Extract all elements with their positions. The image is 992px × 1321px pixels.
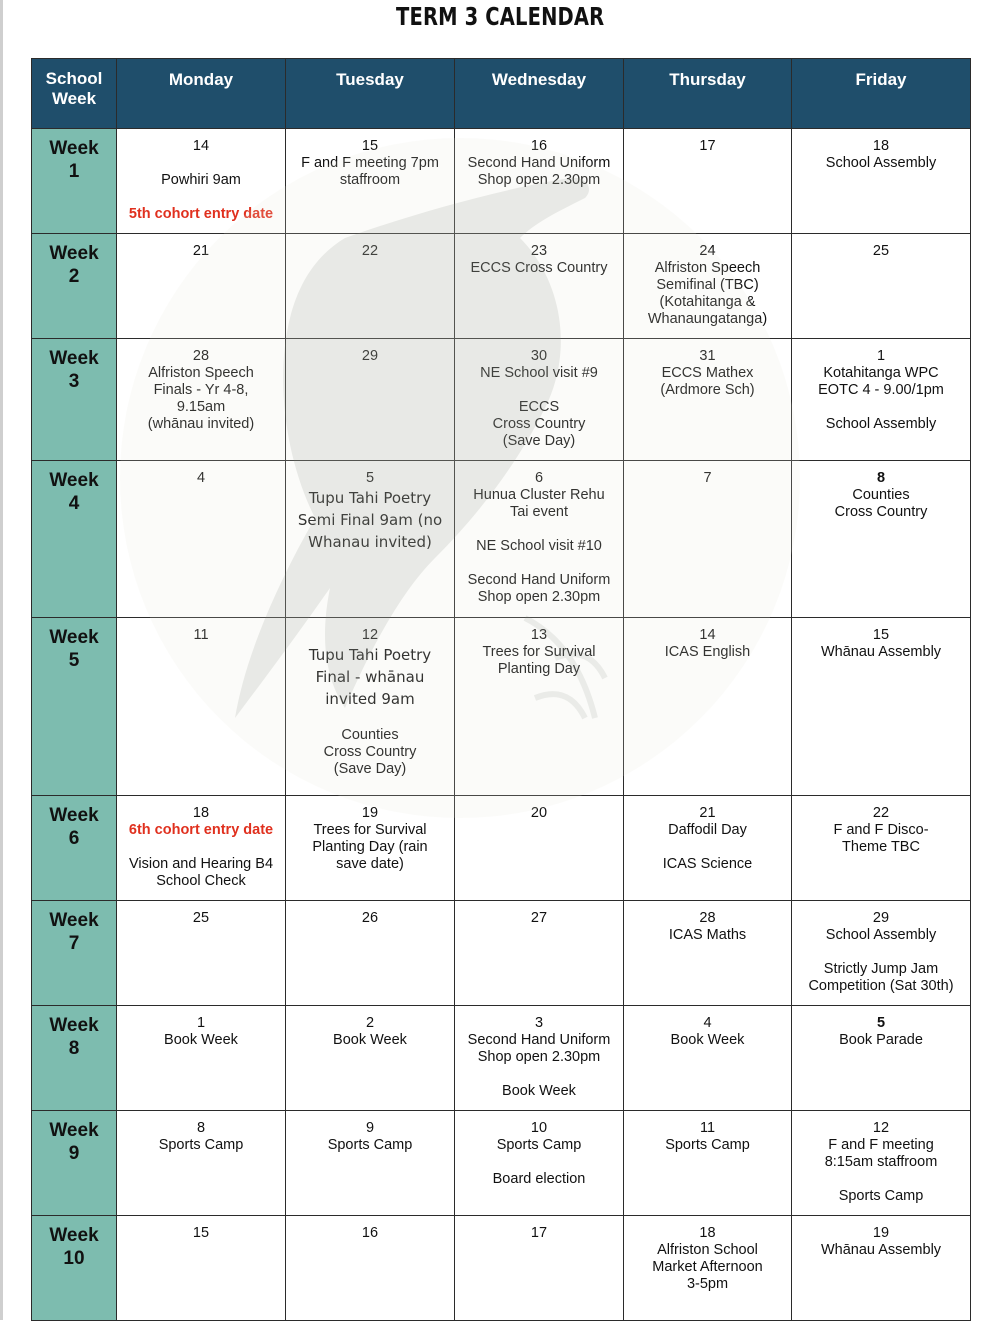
event-text: Book Parade: [839, 1032, 923, 1048]
week-label: [32, 901, 117, 1006]
week-label: [32, 339, 117, 461]
event-text: 9.15am: [176, 399, 226, 415]
day-cell-friday: [792, 1111, 971, 1216]
header-school-week: [32, 59, 117, 129]
week-word: Week: [49, 470, 99, 491]
day-cell-thursday: [624, 129, 792, 234]
week-number: 1: [68, 161, 80, 182]
day-cell-monday: [117, 796, 286, 901]
event-text: Trees for Survival: [313, 822, 427, 838]
event-text: ECCS: [518, 399, 560, 415]
date-number: 25: [192, 910, 210, 926]
event-text: Sports Camp: [158, 1137, 244, 1153]
date-number: 21: [192, 243, 210, 259]
week-label: [32, 618, 117, 796]
header-thursday: Thursday: [624, 59, 792, 129]
event-text: Second Hand Uniform: [467, 1032, 611, 1048]
date-number: 5: [365, 470, 375, 486]
event-text: Alfriston Speech: [148, 365, 254, 381]
date-number: 5: [876, 1015, 886, 1031]
day-cell-friday: [792, 461, 971, 618]
spacer: [459, 382, 619, 399]
date-number: 15: [361, 138, 379, 154]
week-word: Week: [49, 243, 99, 264]
day-cell-wednesday: [455, 339, 624, 461]
week-number: 8: [68, 1038, 80, 1059]
day-cell-wednesday: [455, 461, 624, 618]
day-cell-tuesday: [286, 901, 455, 1006]
date-number: 14: [192, 138, 210, 154]
event-text: Second Hand Uniform: [467, 155, 611, 171]
event-text: Book Week: [164, 1032, 238, 1048]
event-text: (Kotahitanga &: [659, 294, 756, 310]
event-text: Powhiri 9am: [161, 172, 241, 188]
day-cell-wednesday: [455, 796, 624, 901]
day-cell-tuesday: [286, 1216, 455, 1321]
week-row: [32, 1111, 971, 1216]
day-cell-thursday: [624, 796, 792, 901]
day-cell-tuesday: [286, 234, 455, 339]
event-text: Alfriston School: [657, 1242, 758, 1258]
event-text: NE School visit #10: [476, 538, 602, 554]
week-row: [32, 1216, 971, 1321]
event-text: School Assembly: [825, 155, 937, 171]
week-word: Week: [49, 910, 99, 931]
date-number: 2: [365, 1015, 375, 1031]
spacer: [796, 944, 966, 961]
week-word: Week: [49, 348, 99, 369]
event-text: Theme TBC: [842, 839, 920, 855]
day-cell-friday: [792, 796, 971, 901]
date-number: 14: [699, 627, 716, 643]
week-row: [32, 618, 971, 796]
date-number: 8: [876, 470, 886, 486]
week-label: [32, 1006, 117, 1111]
day-cell-wednesday: [455, 618, 624, 796]
date-number: 29: [872, 910, 890, 926]
event-text: staffroom: [339, 172, 401, 188]
event-text: Book Week: [670, 1032, 745, 1048]
day-cell-tuesday: [286, 461, 455, 618]
date-number: 11: [699, 1120, 716, 1136]
date-number: 1: [196, 1015, 206, 1031]
date-number: 11: [193, 627, 209, 643]
week-word: Week: [49, 1225, 99, 1246]
day-cell-thursday: [624, 339, 792, 461]
event-text: Sports Camp: [496, 1137, 582, 1153]
spacer: [459, 1154, 619, 1171]
event-text: Counties: [341, 727, 399, 743]
spacer: [796, 399, 966, 416]
event-text: Cross Country: [492, 416, 586, 432]
date-number: 26: [361, 910, 379, 926]
date-number: 25: [872, 243, 890, 259]
date-number: 15: [872, 627, 890, 643]
day-cell-friday: [792, 901, 971, 1006]
week-number: 3: [68, 371, 80, 392]
header-wednesday: Wednesday: [455, 59, 624, 129]
week-label: [32, 461, 117, 618]
header-friday: Friday: [792, 59, 971, 129]
event-text: Second Hand Uniform: [467, 572, 611, 588]
week-number: 9: [68, 1143, 80, 1164]
week-row: [32, 339, 971, 461]
event-text: (Save Day): [333, 761, 407, 777]
spacer: [121, 155, 281, 172]
day-cell-tuesday: [286, 129, 455, 234]
event-text: Tupu Tahi Poetry: [308, 489, 432, 507]
date-number: 24: [699, 243, 716, 259]
date-number: 23: [530, 243, 548, 259]
date-number: 18: [699, 1225, 716, 1241]
date-number: 27: [530, 910, 548, 926]
date-number: 22: [872, 805, 890, 821]
day-cell-tuesday: [286, 339, 455, 461]
day-cell-friday: [792, 129, 971, 234]
day-cell-friday: [792, 339, 971, 461]
week-number: 6: [68, 828, 80, 849]
spacer: [628, 839, 787, 856]
day-cell-tuesday: [286, 796, 455, 901]
event-text: Sports Camp: [838, 1188, 924, 1204]
date-number: 19: [872, 1225, 890, 1241]
event-text: Board election: [492, 1171, 586, 1187]
day-cell-friday: [792, 618, 971, 796]
date-number: 16: [361, 1225, 379, 1241]
day-cell-tuesday: [286, 618, 455, 796]
event-text: ICAS Science: [662, 856, 753, 872]
date-number: 12: [872, 1120, 890, 1136]
date-number: 18: [872, 138, 890, 154]
event-text: Whānau Assembly: [820, 1242, 942, 1258]
event-text: Whānau Assembly: [820, 644, 942, 660]
event-text: Trees for Survival: [482, 644, 596, 660]
event-text: School Assembly: [825, 927, 937, 943]
cohort-entry-date: 5th cohort entry date: [128, 206, 274, 222]
event-text: ICAS English: [664, 644, 751, 660]
calendar-body: [32, 129, 971, 1321]
date-number: 30: [530, 348, 548, 364]
event-text: School Check: [156, 873, 246, 889]
page-edge: [0, 0, 3, 1320]
date-number: 7: [703, 470, 712, 486]
day-cell-wednesday: [455, 1006, 624, 1111]
event-text: Cross Country: [323, 744, 417, 760]
event-text: Whanau invited): [308, 533, 432, 551]
week-label: [32, 129, 117, 234]
day-cell-friday: [792, 234, 971, 339]
event-text: 8:15am staffroom: [824, 1154, 938, 1170]
event-text: Shop open 2.30pm: [477, 172, 601, 188]
date-number: 28: [192, 348, 210, 364]
week-row: [32, 461, 971, 618]
week-word: Week: [49, 1120, 99, 1141]
day-cell-wednesday: [455, 129, 624, 234]
event-text: Alfriston Speech: [654, 260, 761, 276]
spacer: [459, 521, 619, 538]
day-cell-monday: [117, 618, 286, 796]
event-text: Tupu Tahi Poetry: [308, 646, 432, 664]
spacer: [796, 1171, 966, 1188]
week-word: Week: [49, 805, 99, 826]
date-number: 13: [530, 627, 548, 643]
date-number: 17: [530, 1225, 548, 1241]
event-text: (Ardmore Sch): [660, 382, 755, 398]
week-number: 10: [63, 1248, 85, 1269]
date-number: 8: [196, 1120, 206, 1136]
event-text: F and F meeting: [828, 1137, 934, 1153]
day-cell-thursday: [624, 461, 792, 618]
event-text: ECCS Mathex: [661, 365, 754, 381]
week-row: [32, 129, 971, 234]
week-row: [32, 796, 971, 901]
date-number: 21: [699, 805, 716, 821]
date-number: 6: [534, 470, 544, 486]
day-cell-wednesday: [455, 901, 624, 1006]
event-text: Market Afternoon: [652, 1259, 763, 1275]
event-text: School Assembly: [825, 416, 937, 432]
event-text: Kotahitanga WPC: [823, 365, 939, 381]
date-number: 22: [361, 243, 379, 259]
date-number: 4: [703, 1015, 712, 1031]
day-cell-tuesday: [286, 1111, 455, 1216]
week-word: Week: [49, 627, 99, 648]
date-number: 31: [699, 348, 716, 364]
page-title: TERM 3 CALENDAR: [396, 2, 605, 31]
week-row: [32, 901, 971, 1006]
date-number: 10: [530, 1120, 548, 1136]
day-cell-thursday: [624, 901, 792, 1006]
event-text: Sports Camp: [665, 1137, 750, 1153]
event-text: Whanaungatanga): [647, 311, 768, 327]
event-text: Book Week: [333, 1032, 407, 1048]
day-cell-thursday: [624, 1006, 792, 1111]
header-tuesday: Tuesday: [286, 59, 455, 129]
event-text: Tai event: [509, 504, 569, 520]
week-number: 4: [68, 493, 80, 514]
day-cell-friday: [792, 1216, 971, 1321]
week-label: [32, 1111, 117, 1216]
event-text: Planting Day (rain: [312, 839, 428, 855]
header-row: [32, 59, 971, 129]
event-text: ICAS Maths: [668, 927, 747, 943]
date-number: 3: [534, 1015, 544, 1031]
spacer: [121, 189, 281, 206]
week-label: [32, 796, 117, 901]
event-text: Counties: [852, 487, 910, 503]
day-cell-monday: [117, 129, 286, 234]
date-number: 20: [530, 805, 548, 821]
event-text: Book Week: [502, 1083, 576, 1099]
event-text: F and F Disco-: [833, 822, 929, 838]
week-row: [32, 1006, 971, 1111]
date-number: 9: [365, 1120, 375, 1136]
event-text: Semi Final 9am (no: [297, 511, 443, 529]
date-number: 17: [699, 138, 716, 154]
header-monday: Monday: [117, 59, 286, 129]
day-cell-friday: [792, 1006, 971, 1111]
day-cell-monday: [117, 1216, 286, 1321]
week-row: [32, 234, 971, 339]
day-cell-wednesday: [455, 1216, 624, 1321]
date-number: 15: [192, 1225, 210, 1241]
day-cell-tuesday: [286, 1006, 455, 1111]
date-number: 19: [361, 805, 379, 821]
week-word: Week: [49, 1015, 99, 1036]
day-cell-monday: [117, 1111, 286, 1216]
date-number: 28: [699, 910, 716, 926]
header-school-week-line1: School: [45, 69, 103, 88]
day-cell-monday: [117, 339, 286, 461]
event-text: EOTC 4 - 9.00/1pm: [818, 382, 944, 398]
day-cell-thursday: [624, 1111, 792, 1216]
week-number: 5: [68, 650, 80, 671]
day-cell-monday: [117, 234, 286, 339]
event-text: Hunua Cluster Rehu: [473, 487, 605, 503]
date-number: 12: [361, 627, 379, 643]
day-cell-monday: [117, 461, 286, 618]
day-cell-monday: [117, 901, 286, 1006]
calendar-table: [31, 58, 971, 1321]
day-cell-thursday: [624, 618, 792, 796]
date-number: 18: [192, 805, 210, 821]
date-number: 16: [530, 138, 548, 154]
event-text: Planting Day: [497, 661, 581, 677]
date-number: 4: [196, 470, 206, 486]
spacer: [459, 555, 619, 572]
event-text: Semifinal (TBC): [656, 277, 759, 293]
event-text: (whānau invited): [147, 416, 255, 432]
event-text: ECCS Cross Country: [470, 260, 608, 276]
day-cell-thursday: [624, 1216, 792, 1321]
event-text: F and F meeting 7pm: [301, 155, 439, 171]
event-text: Shop open 2.30pm: [477, 589, 601, 605]
day-cell-wednesday: [455, 1111, 624, 1216]
date-number: 1: [876, 348, 886, 364]
cohort-entry-date: 6th cohort entry date: [128, 822, 274, 838]
event-text: invited 9am: [325, 690, 415, 708]
week-label: [32, 234, 117, 339]
spacer: [290, 710, 450, 727]
event-text: Strictly Jump Jam: [823, 961, 939, 977]
day-cell-monday: [117, 1006, 286, 1111]
event-text: Competition (Sat 30th): [808, 978, 954, 994]
date-number: 29: [361, 348, 379, 364]
event-text: Cross Country: [834, 504, 928, 520]
week-label: [32, 1216, 117, 1321]
day-cell-wednesday: [455, 234, 624, 339]
week-number: 2: [68, 266, 80, 287]
event-text: Finals - Yr 4-8,: [153, 382, 249, 398]
event-text: Vision and Hearing B4: [128, 856, 274, 872]
spacer: [459, 1066, 619, 1083]
event-text: (Save Day): [502, 433, 576, 449]
event-text: 3-5pm: [686, 1276, 729, 1292]
event-text: Sports Camp: [327, 1137, 413, 1153]
event-text: NE School visit #9: [480, 365, 598, 381]
week-word: Week: [49, 138, 99, 159]
day-cell-thursday: [624, 234, 792, 339]
event-text: save date): [336, 856, 404, 872]
event-text: Final - whānau: [315, 668, 425, 686]
week-number: 7: [68, 933, 80, 954]
event-text: Shop open 2.30pm: [477, 1049, 601, 1065]
spacer: [121, 839, 281, 856]
header-school-week-line2: Week: [51, 89, 97, 108]
event-text: Daffodil Day: [668, 822, 747, 838]
